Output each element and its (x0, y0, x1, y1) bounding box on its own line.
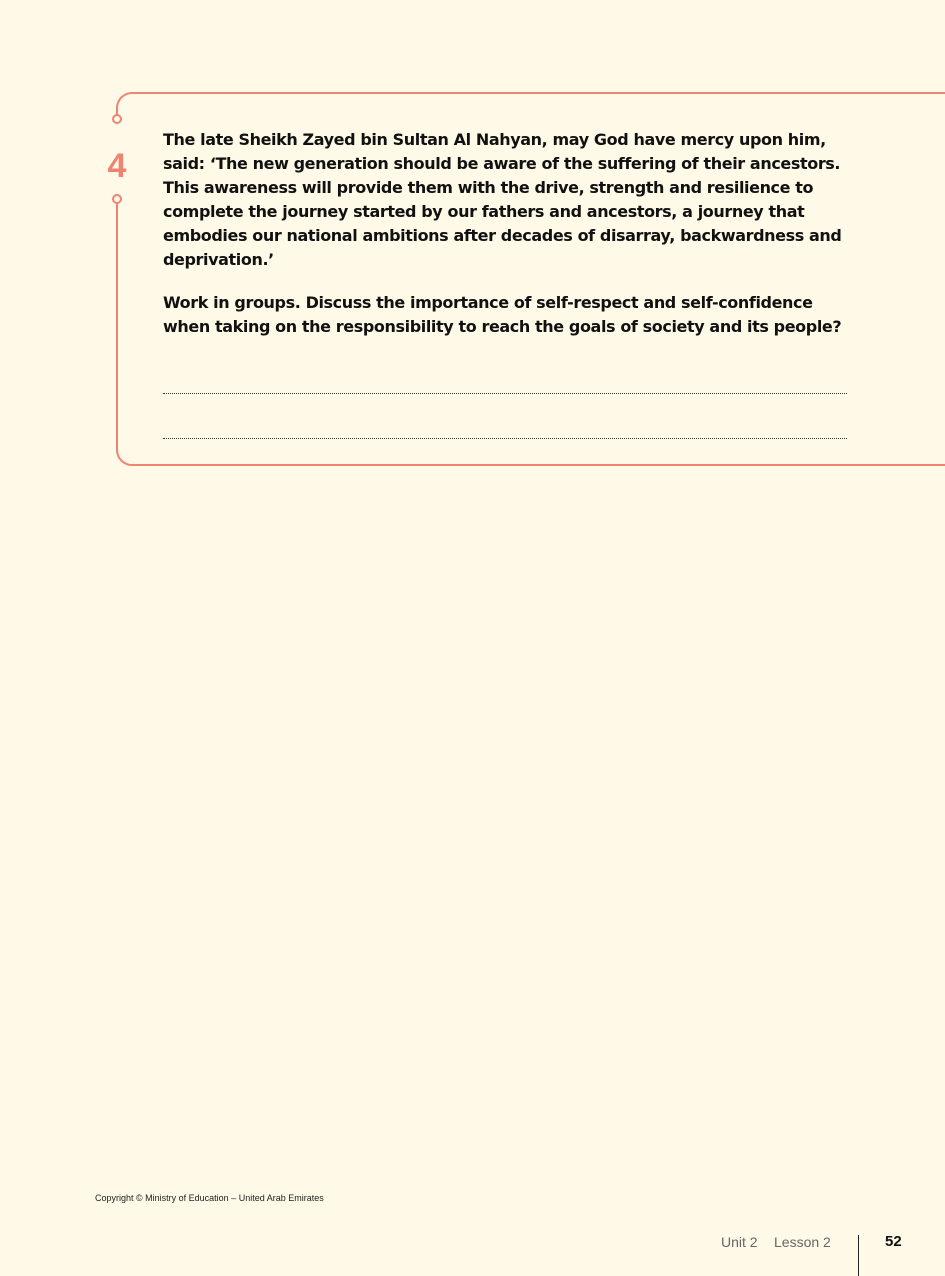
frame-ring-top (112, 114, 122, 124)
quote-text: The late Sheikh Zayed bin Sultan Al Nahyan, may God have mercy upon him, said: ‘The new generation should be aware of the suffering of their ancestors. This awareness will provide them with the drive, strength and resilience to complete the journey started by our fathers and ancestors, a journey that embodies our national ambitions after decades of disarray, backwardness and deprivation.’ (163, 130, 842, 269)
copyright-notice: Copyright © Ministry of Education – United Arab Emirates (95, 1193, 324, 1203)
answer-line[interactable] (163, 393, 847, 394)
activity-number: 4 (107, 147, 127, 185)
footer-lesson: Lesson 2 (774, 1234, 831, 1250)
footer-unit: Unit 2 (721, 1234, 758, 1250)
frame-ring-bottom (112, 194, 122, 204)
footer-divider (858, 1235, 859, 1276)
page-number: 52 (885, 1233, 902, 1250)
task-text: Work in groups. Discuss the importance of self-respect and self-confidence when taking on the responsibility to reach the goals of society and its people? (163, 293, 842, 336)
answer-line[interactable] (163, 438, 847, 439)
